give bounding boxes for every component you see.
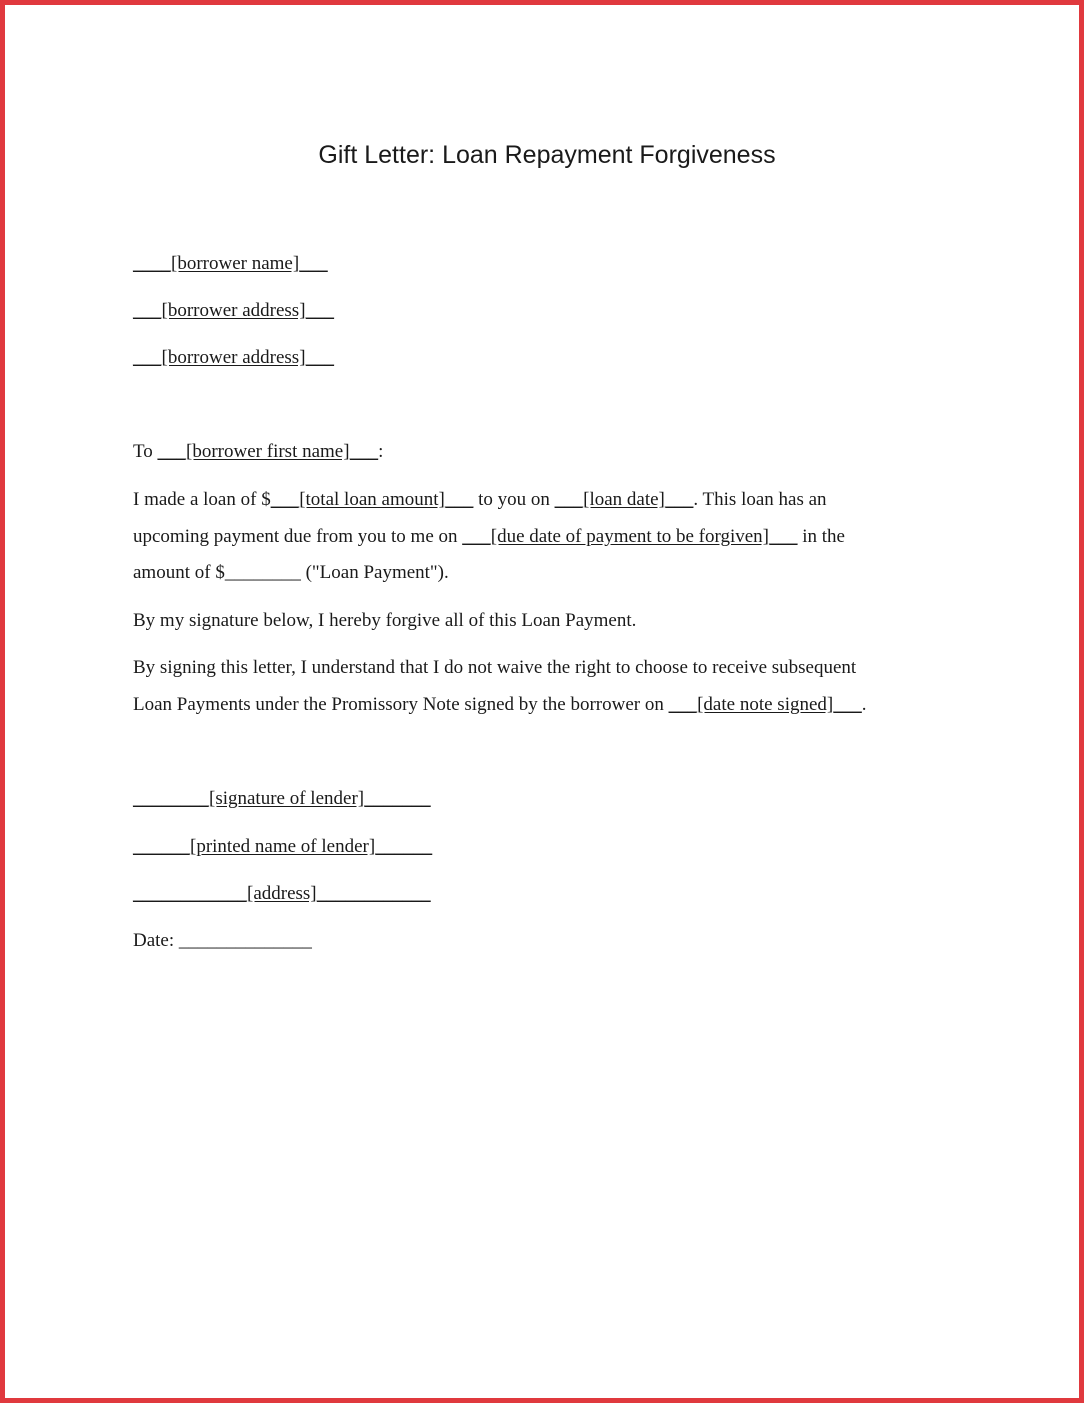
loan-date-field: ___[loan date]___	[554, 489, 694, 510]
borrower-address-field-2: ___[borrower address]___	[133, 347, 335, 368]
lender-address-field: ____________[address]____________	[133, 883, 431, 904]
date-line: Date: ______________	[133, 930, 312, 951]
paragraph-text: to you on	[473, 489, 555, 510]
paragraph-text: I made a loan of $	[133, 489, 271, 510]
document-title: Gift Letter: Loan Repayment Forgiveness	[318, 141, 776, 169]
date-note-signed-field: ___[date note signed]___	[668, 694, 862, 715]
greeting-suffix: :	[378, 441, 384, 462]
paragraph-text: . This loan has an	[693, 489, 827, 510]
borrower-address-field: ___[borrower address]___	[133, 300, 335, 321]
paragraph-1-line-1	[133, 490, 827, 509]
total-loan-amount-field: ___[total loan amount]___	[270, 489, 474, 510]
greeting-line	[133, 442, 383, 461]
paragraph-3-line-2	[133, 695, 866, 714]
paragraph-2: By my signature below, I hereby forgive all of this Loan Payment.	[133, 610, 637, 631]
paragraph-3-line-1: By signing this letter, I understand that I do not waive the right to choose to receive subsequent	[133, 657, 857, 678]
signature-of-lender-field: ________[signature of lender]_______	[133, 788, 431, 809]
paragraph-text: in the	[797, 526, 845, 547]
greeting-prefix: To	[133, 441, 158, 462]
paragraph-1-line-2	[133, 527, 845, 546]
borrower-first-name-field: ___[borrower first name]___	[157, 441, 379, 462]
printed-name-of-lender-field: ______[printed name of lender]______	[133, 836, 433, 857]
paragraph-text: .	[861, 694, 867, 715]
paragraph-text: Loan Payments under the Promissory Note signed by the borrower on	[133, 694, 669, 715]
paragraph-text: upcoming payment due from you to me on	[133, 526, 463, 547]
paragraph-1-line-3: amount of $________ ("Loan Payment").	[133, 562, 449, 583]
borrower-name-field: ____[borrower name]___	[133, 253, 328, 274]
due-date-field: ___[due date of payment to be forgiven]___	[462, 526, 798, 547]
